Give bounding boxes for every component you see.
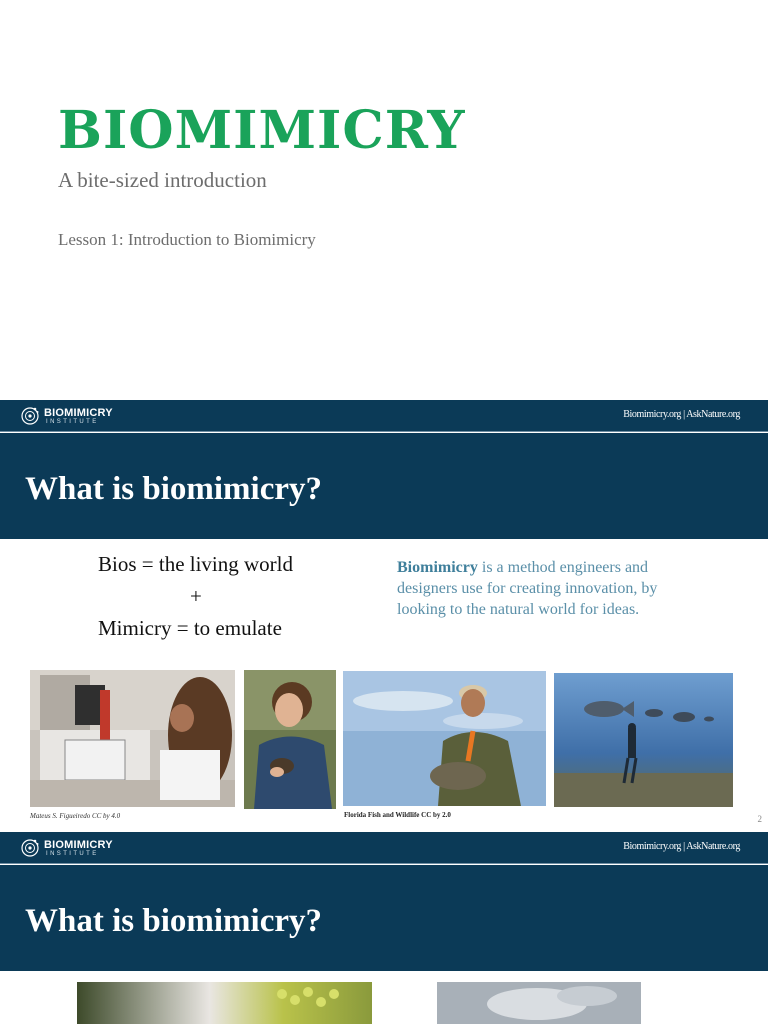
- title-slide: [0, 0, 768, 400]
- slide-title: What is biomimicry?: [25, 471, 322, 507]
- slide-title-band: [0, 865, 768, 971]
- site-links[interactable]: Biomimicry.org | AskNature.org: [623, 841, 740, 852]
- diver-image: [554, 673, 733, 807]
- photo-leaf-closeup: [77, 982, 372, 1024]
- logo-subtext: INSTITUTE: [46, 419, 99, 425]
- bios-definition: Bios = the living world: [98, 552, 294, 576]
- plus-sign: +: [190, 584, 202, 608]
- photo-turtle-researcher: [343, 671, 546, 806]
- slide-what-is-biomimicry: [0, 400, 768, 832]
- lab-image: [30, 670, 235, 807]
- logo-icon: [20, 838, 40, 858]
- slide-title-band: [0, 433, 768, 539]
- site-links[interactable]: Biomimicry.org | AskNature.org: [623, 409, 740, 420]
- researcher-image: [244, 670, 336, 809]
- photo-credit-left: Mateus S. Figueiredo CC by 4.0: [30, 812, 121, 820]
- photo-underwater-diver: [554, 673, 733, 807]
- photo-lab-microscope: [30, 670, 235, 807]
- etymology-block: [98, 548, 293, 644]
- leaf-image: [77, 982, 372, 1024]
- biomimicry-definition: [397, 557, 707, 620]
- page-number: 2: [757, 814, 762, 824]
- subtitle: A bite-sized introduction: [58, 168, 267, 192]
- logo-icon: [20, 406, 40, 426]
- photo-credit-mid: Florida Fish and Wildlife CC by 2.0: [344, 811, 451, 819]
- turtle-image: [343, 671, 546, 806]
- definition-term: Biomimicry: [397, 559, 478, 576]
- definition-text: is a method engineers and designers use for creating innovation, by looking to the natural world for ideas.: [397, 559, 658, 618]
- photo-field-researcher: [244, 670, 336, 809]
- logo-text: BIOMIMICRY: [44, 407, 113, 419]
- logo-subtext: INSTITUTE: [46, 851, 99, 857]
- sky-image: [437, 982, 641, 1024]
- brand-wordmark: BIOMIMICRY: [58, 100, 466, 161]
- lesson-label: Lesson 1: Introduction to Biomimicry: [58, 230, 316, 249]
- slide-header-bar: [0, 832, 768, 864]
- slide-what-is-biomimicry-2: [0, 832, 768, 1024]
- mimicry-definition: Mimicry = to emulate: [98, 616, 282, 640]
- biomimicry-institute-logo: [20, 837, 120, 859]
- biomimicry-institute-logo: [20, 405, 120, 427]
- photo-sky: [437, 982, 641, 1024]
- slide-header-bar: [0, 400, 768, 432]
- slide-title: What is biomimicry?: [25, 903, 322, 939]
- logo-text: BIOMIMICRY: [44, 839, 113, 851]
